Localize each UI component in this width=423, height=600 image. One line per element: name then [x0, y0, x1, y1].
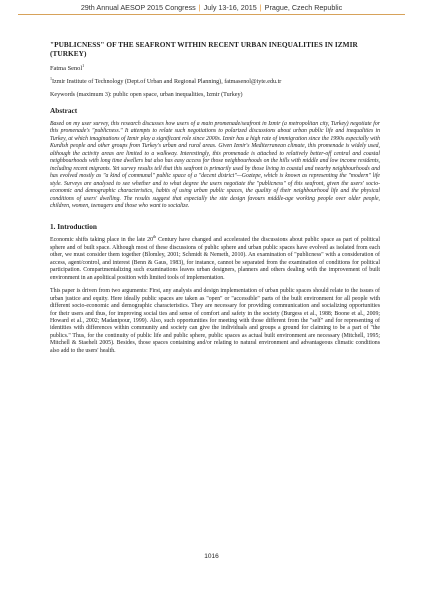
page-number: 1016 [204, 553, 219, 560]
keywords: Keywords (maximum 3): public open space, urban inequalities, Izmir (Turkey) [50, 92, 243, 99]
affiliation: Izmir Institute of Technology (Dept.of Urban and Regional Planning), fatmasenol@iyte.edu.tr [52, 79, 282, 86]
intro-paragraph-2: This paper is driven from two arguments: First, any analysis and design implementation of urban public spaces should relate to the issues of urban justice and equity. Here ideally public spaces are taken as "open" or "accessible" parts of the built environment for all people with different socio-economic and demographic characteristics. They are necessary for providing communication and socializing opportunities for their users and thus, for improving social ties and sense of comfort and safety in the society (Burgess et al., 1988; Boone et al., 2009; Howard et al., 2002; Madanipour, 1999). Also, such opportunities for meeting with those different from the "self" and for representing of identities with differences within community and society can give the individuals and groups a ground for claiming to be a part of "the publics." Thus, for the continuity of public life and public sphere, public spaces as actual built environment are necessary (Mitchell, 1995; Mitchell & Staeheli 2005). Besides, those spaces containing and/or relating to natural environment and advantageous climatic conditions also add to the users' health. [50, 288, 380, 354]
intro-p1-start: Economic shifts taking place in the late 20 [50, 237, 154, 244]
intro-p1-rest: Century have changed and accelerated the discussions about public space as part of political sphere and of built space. Although most of these discussions of public sphere and urban public spaces have evolved as isolated from each other, we must consider them together (Blomley, 2001; Schmidt & Nemeth, 2010). An examination of "publicness" with a consideration of access, agent/control, and interest (Benn & Gaus, 1983), for instance, cannot be separated from the examination of conditions for political participation. Compartmentalizing such examinations leaves urban designers, planners and others dealing with the improvement of built environment in an apolitical position with limited tools of implementation. [50, 237, 380, 281]
abstract-heading: Abstract [50, 106, 78, 116]
header-separator: | [198, 3, 201, 12]
abstract-text: Based on my user survey, this research discusses how users of a main promenade/seafront in Izmir (a metropolitan city, Turkey) negotiate for this promenade's "publicness." It attempts to relate such negotiations to polarized discussions about urban public life and inequalities in Turkey, at which imaginations of Izmir play a significant role since 2000s. Izmir has a high rate of immigration since the 1990s especially with Kurdish people and other groups from Turkey's urban and rural areas. Given Izmir's Mediterranean climate, this promenade is widely used, although the activity areas are limited to a walkway. Interestingly, this promenade is attached to relatively better-off central and coastal neighbourhoods with long time dwellers but also has easy access for those neighbourhoods on the hills with middle and low income residents, including recent migrants. Yet survey results tell that this seafront is primarily used by those living in coastal and nearby neighbourhoods and has evolved mostly as "a kind of communal" public space of a "decent district"—Goztepe, which is known as representing the "modern" life style. Surveys are analysed to see whether and to what degree the users negotiate the "publicness" of this seafront, given the users' socio-economic and demographic characteristics, habits of using urban public spaces, the quality of their neighbourhood life and the physical conditions of users' dwelling. The results suggest that especially the site design favours middle-age working people over older people, children, women, teenagers and those who want to socialize. [50, 121, 380, 210]
header-separator: | [259, 3, 262, 12]
congress-location: Prague, Czech Republic [264, 3, 343, 12]
header-rule [18, 14, 405, 15]
paper-title: "PUBLICNESS" OF THE SEAFRONT WITHIN RECENT URBAN INEQUALITIES IN IZMIR (TURKEY) [50, 40, 358, 58]
author-line [50, 62, 380, 72]
affiliation-line [50, 76, 380, 86]
author-mark: 1 [82, 62, 85, 68]
congress-name: 29th Annual AESOP 2015 Congress [80, 3, 196, 12]
intro-p1-sup: th [153, 234, 157, 240]
intro-paragraph-1 [50, 234, 380, 282]
affiliation-mark: 1 [50, 76, 52, 81]
introduction-heading: 1. Introduction [50, 222, 97, 232]
congress-dates: July 13-16, 2015 [203, 3, 257, 12]
paper-content [50, 40, 380, 361]
author-name: Fatma Senol [50, 65, 83, 72]
running-header [0, 3, 423, 12]
